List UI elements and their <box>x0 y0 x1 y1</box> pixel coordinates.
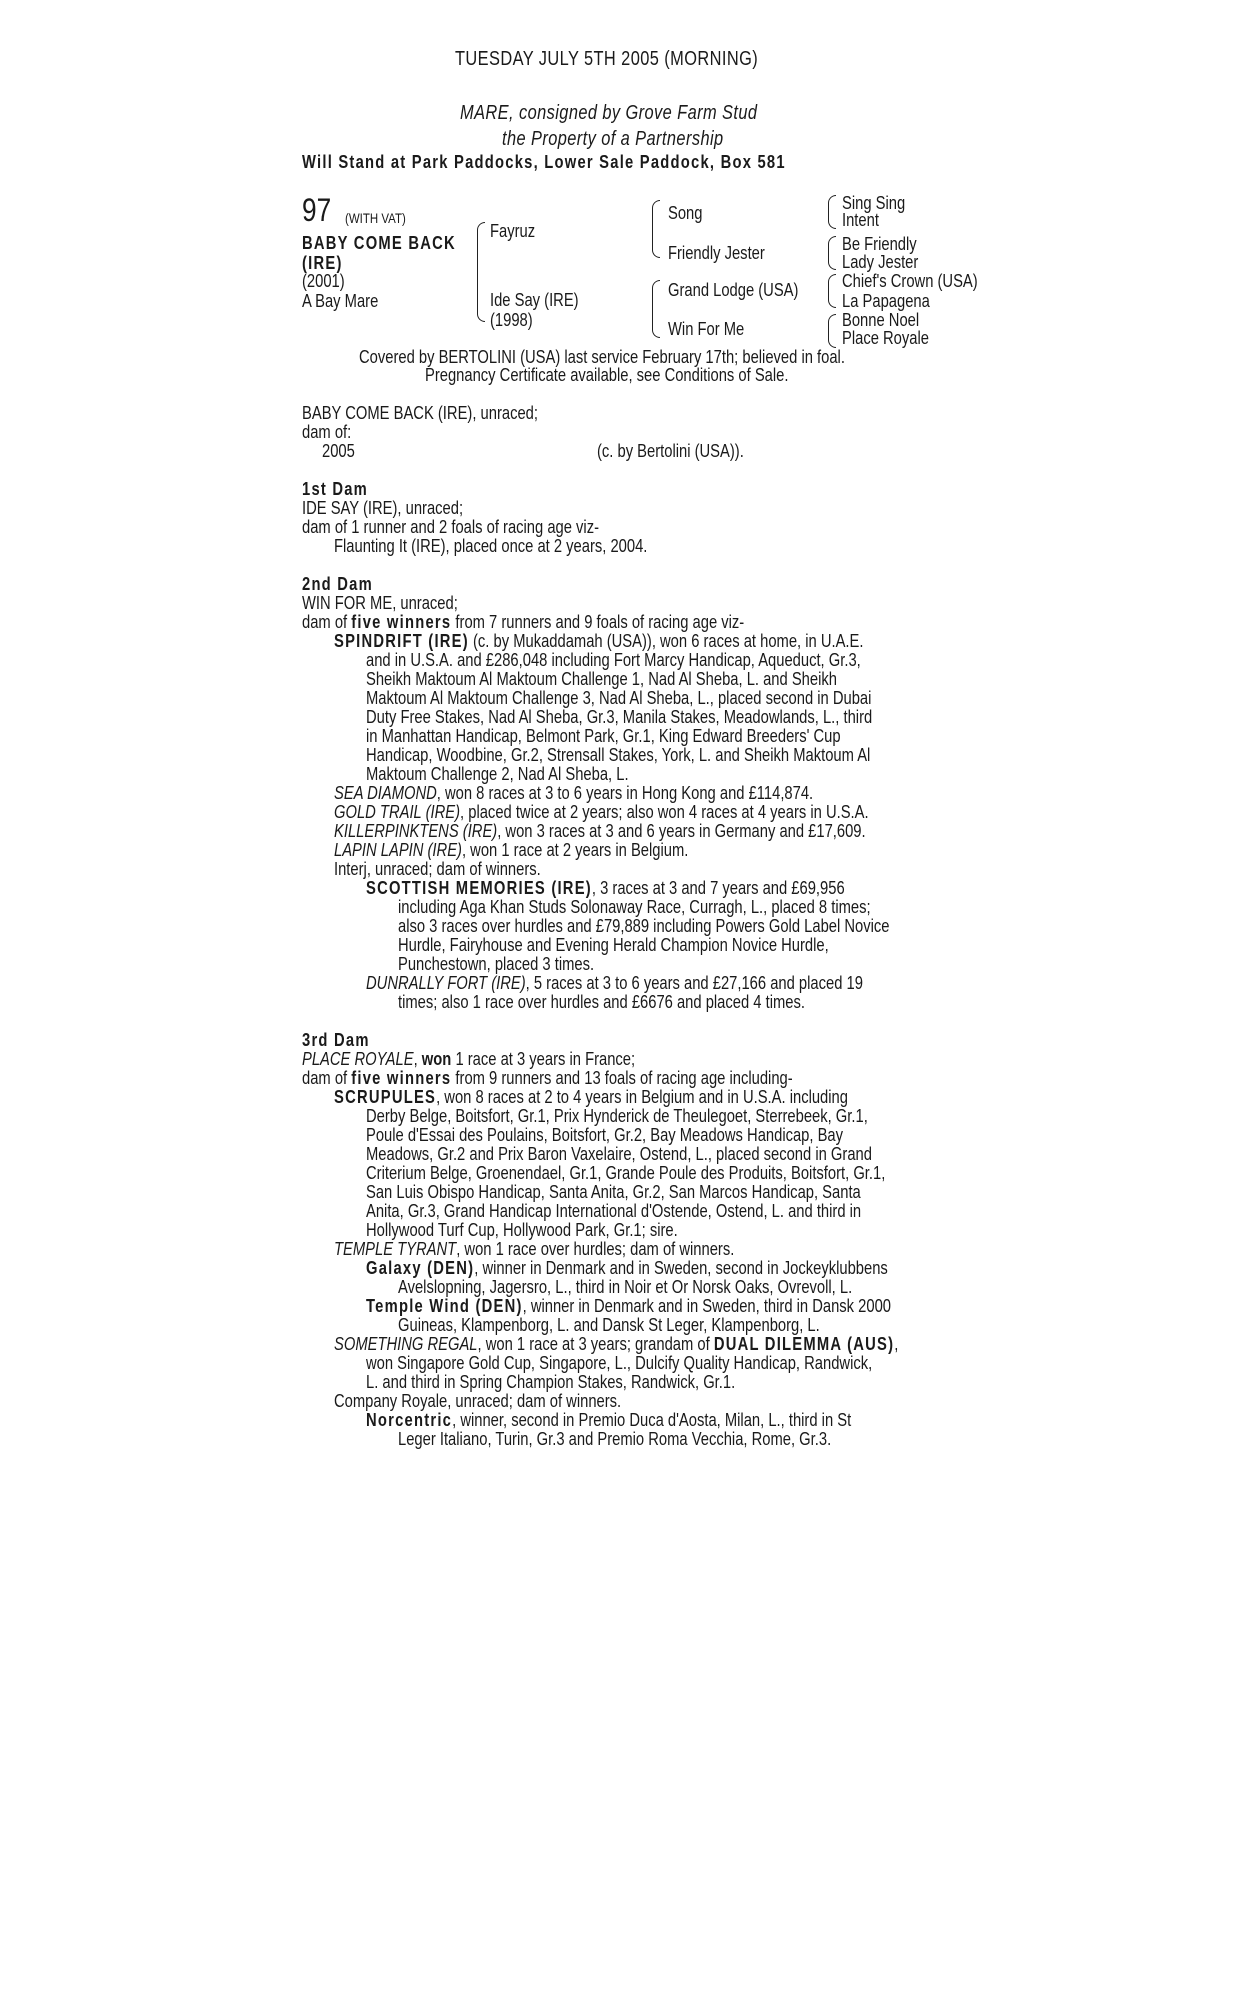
scrupules-line-0: , won 8 races at 2 to 4 years in Belgium and in U.S.A. including <box>436 1087 848 1107</box>
killerpinktens-text: , won 3 races at 3 and 6 years in Germany and £17,609. <box>497 821 866 841</box>
sale-date: TUESDAY JULY 5TH 2005 (MORNING) <box>455 48 759 70</box>
scrupules-line-7: Hollywood Turf Cup, Hollywood Park, Gr.1; sire. <box>366 1220 678 1240</box>
pedigree-grandsire-1: Song <box>668 203 703 223</box>
company-royale-line: Company Royale, unraced; dam of winners. <box>334 1391 622 1411</box>
scottish-line-1: including Aga Khan Studs Solonaway Race, Curragh, L., placed 8 times; <box>398 897 871 917</box>
dam2-winners: five winners <box>351 612 452 632</box>
pedigree-g1: Sing Sing <box>842 193 906 213</box>
spindrift-line-7: Maktoum Challenge 2, Nad Al Sheba, L. <box>366 764 629 784</box>
dunrally-line-1: times; also 1 race over hurdles and £6676 and placed 4 times. <box>398 992 805 1012</box>
scottish-line-2: also 3 races over hurdles and £79,889 including Powers Gold Label Novice <box>398 916 890 936</box>
produce-year: 2005 <box>322 441 355 461</box>
dam3-line-2c: from 9 runners and 13 foals of racing age including- <box>455 1068 793 1088</box>
brace-g1 <box>828 195 836 229</box>
something-regal-text: , won 1 race at 3 years; grandam of <box>477 1334 710 1354</box>
dam3-winners: five winners <box>351 1068 452 1088</box>
dam2-line-2a: dam of <box>302 612 348 632</box>
horse-year: (2001) <box>302 271 345 291</box>
dual-dilemma-comma: , <box>894 1334 899 1354</box>
dam2-line-2 <box>302 613 744 632</box>
scottish-line-4: Punchestown, placed 3 times. <box>398 954 595 974</box>
lapin-lapin-name: LAPIN LAPIN (IRE) <box>334 840 462 860</box>
dunrally-first-line <box>366 974 863 993</box>
place-royale-text: 1 race at 3 years in France; <box>455 1049 636 1069</box>
killerpinktens-name: KILLERPINKTENS (IRE) <box>334 821 498 841</box>
galaxy-line-1: Avelslopning, Jagersro, L., third in Noir et Or Norsk Oaks, Ovrevoll, L. <box>398 1277 853 1297</box>
spindrift-first-line <box>334 632 863 651</box>
sea-diamond-name: SEA DIAMOND <box>334 783 437 803</box>
dam2-line-1: WIN FOR ME, unraced; <box>302 593 458 613</box>
brace-g2 <box>828 236 836 270</box>
temple-tyrant-line <box>334 1240 734 1259</box>
scrupules-line-2: Poule d'Essai des Poulains, Boitsfort, Gr.2, Bay Meadows Handicap, Bay <box>366 1125 844 1145</box>
dual-dilemma-name: DUAL DILEMMA (AUS) <box>713 1334 895 1354</box>
pedigree-g8: Place Royale <box>842 328 929 348</box>
temple-wind-first-line <box>366 1297 891 1316</box>
pedigree-sire: Fayruz <box>490 221 536 241</box>
spindrift-line-5: in Manhattan Handicap, Belmont Park, Gr.1, King Edward Breeders' Cup <box>366 726 841 746</box>
pedigree-dam: Ide Say (IRE) <box>490 290 579 310</box>
something-regal-name: SOMETHING REGAL <box>334 1334 478 1354</box>
dam2-line-2c: from 7 runners and 9 foals of racing age viz- <box>455 612 745 632</box>
dunrally-name: DUNRALLY FORT (IRE) <box>366 973 526 993</box>
gold-trail-line <box>334 803 869 822</box>
place-royale-name: PLACE ROYALE <box>302 1049 414 1069</box>
dam3-heading: 3rd Dam <box>302 1030 370 1050</box>
vat-note: (WITH VAT) <box>345 210 406 226</box>
brace-g4 <box>828 314 836 348</box>
sea-diamond-text: , won 8 races at 3 to 6 years in Hong Kong and £114,874. <box>436 783 814 803</box>
scrupules-name: SCRUPULES <box>334 1087 437 1107</box>
temple-wind-line-0: , winner in Denmark and in Sweden, third in Dansk 2000 <box>522 1296 892 1316</box>
produce-line-1: BABY COME BACK (IRE), unraced; <box>302 403 538 423</box>
norcentric-name: Norcentric <box>366 1410 453 1430</box>
norcentric-line-0: , winner, second in Premio Duca d'Aosta, Milan, L., third in St <box>452 1410 852 1430</box>
killerpinktens-line <box>334 822 866 841</box>
scrupules-line-1: Derby Belge, Boitsfort, Gr.1, Prix Hynderick de Theulegoet, Sterrebeek, Gr.1, <box>366 1106 868 1126</box>
lapin-lapin-line <box>334 841 688 860</box>
pedigree-granddam-2: Win For Me <box>668 319 745 339</box>
lapin-lapin-text: , won 1 race at 2 years in Belgium. <box>461 840 689 860</box>
dam1-heading: 1st Dam <box>302 479 369 499</box>
scottish-line-3: Hurdle, Fairyhouse and Evening Herald Champion Novice Hurdle, <box>398 935 829 955</box>
something-regal-line-1: won Singapore Gold Cup, Singapore, L., Dulcify Quality Handicap, Randwick, <box>366 1353 873 1373</box>
spindrift-name: SPINDRIFT (IRE) <box>334 631 469 651</box>
pedigree-g6: La Papagena <box>842 291 930 311</box>
dam1-line-3: Flaunting It (IRE), placed once at 2 years, 2004. <box>334 536 648 556</box>
sire-parents-brace <box>652 200 660 258</box>
interj-line: Interj, unraced; dam of winners. <box>334 859 541 879</box>
spindrift-line-3: Maktoum Al Maktoum Challenge 3, Nad Al Sheba, L., placed second in Dubai <box>366 688 872 708</box>
something-regal-line-2: L. and third in Spring Champion Stakes, Randwick, Gr.1. <box>366 1372 736 1392</box>
gold-trail-text: , placed twice at 2 years; also won 4 races at 4 years in U.S.A. <box>460 802 869 822</box>
scrupules-line-3: Meadows, Gr.2 and Prix Baron Vaxelaire, Ostend, L., placed second in Grand <box>366 1144 872 1164</box>
gold-trail-name: GOLD TRAIL (IRE) <box>334 802 461 822</box>
spindrift-line-2: Sheikh Maktoum Al Maktoum Challenge 1, Nad Al Sheba, L. and Sheikh <box>366 669 837 689</box>
dam3-line-2 <box>302 1069 793 1088</box>
spindrift-line-4: Duty Free Stakes, Nad Al Sheba, Gr.3, Manila Stakes, Meadowlands, L., third <box>366 707 873 727</box>
dam1-line-1: IDE SAY (IRE), unraced; <box>302 498 464 518</box>
norcentric-line-1: Leger Italiano, Turin, Gr.3 and Premio Roma Vecchia, Rome, Gr.3. <box>398 1429 832 1449</box>
pedigree-g3: Be Friendly <box>842 234 917 254</box>
scottish-name: SCOTTISH MEMORIES (IRE) <box>366 878 592 898</box>
temple-wind-name: Temple Wind (DEN) <box>366 1296 523 1316</box>
pedigree-g7: Bonne Noel <box>842 310 920 330</box>
lot-number: 97 <box>302 192 332 228</box>
galaxy-name: Galaxy (DEN) <box>366 1258 475 1278</box>
stand-line: Will Stand at Park Paddocks, Lower Sale Paddock, Box 581 <box>302 152 786 172</box>
pedigree-dam-year: (1998) <box>490 310 533 330</box>
pedigree-grandsire-2: Grand Lodge (USA) <box>668 280 799 300</box>
pedigree-g5: Chief's Crown (USA) <box>842 271 978 291</box>
dunrally-line-0: , 5 races at 3 to 6 years and £27,166 and placed 19 <box>525 973 863 993</box>
scrupules-first-line <box>334 1088 848 1107</box>
property-line: the Property of a Partnership <box>502 128 724 150</box>
temple-tyrant-text: , won 1 race over hurdles; dam of winners. <box>456 1239 735 1259</box>
place-royale-won: won <box>421 1049 452 1069</box>
scrupules-line-5: San Luis Obispo Handicap, Santa Anita, Gr.2, San Marcos Handicap, Santa <box>366 1182 861 1202</box>
dam2-heading: 2nd Dam <box>302 574 373 594</box>
dam-parents-brace <box>652 280 660 338</box>
spindrift-line-0: (c. by Mukaddamah (USA)), won 6 races at home, in U.A.E. <box>473 631 864 651</box>
sire-dam-brace <box>477 222 485 322</box>
pedigree-g4: Lady Jester <box>842 252 919 272</box>
spindrift-line-1: and in U.S.A. and £286,048 including Fort Marcy Handicap, Aqueduct, Gr.3, <box>366 650 861 670</box>
something-regal-first-line <box>334 1335 898 1354</box>
scottish-line-0: , 3 races at 3 and 7 years and £69,956 <box>591 878 845 898</box>
spindrift-line-6: Handicap, Woodbine, Gr.2, Strensall Stakes, York, L. and Sheikh Maktoum Al <box>366 745 871 765</box>
sea-diamond-line <box>334 784 813 803</box>
consignor-line: MARE, consigned by Grove Farm Stud <box>460 102 758 124</box>
horse-description: A Bay Mare <box>302 291 379 311</box>
covered-line: Covered by BERTOLINI (USA) last service February 17th; believed in foal. <box>359 347 845 367</box>
pregnancy-line: Pregnancy Certificate available, see Conditions of Sale. <box>425 365 789 385</box>
produce-foal: (c. by Bertolini (USA)). <box>597 441 744 461</box>
horse-name: BABY COME BACK <box>302 233 456 253</box>
scrupules-line-6: Anita, Gr.3, Grand Handicap International d'Ostende, Ostend, L. and third in <box>366 1201 862 1221</box>
galaxy-line-0: , winner in Denmark and in Sweden, second in Jockeyklubbens <box>474 1258 888 1278</box>
dam1-line-2: dam of 1 runner and 2 foals of racing age viz- <box>302 517 600 537</box>
dam3-line-2a: dam of <box>302 1068 348 1088</box>
scrupules-line-4: Criterium Belge, Groenendael, Gr.1, Grande Poule des Produits, Boitsfort, Gr.1, <box>366 1163 886 1183</box>
temple-tyrant-name: TEMPLE TYRANT <box>334 1239 457 1259</box>
temple-wind-line-1: Guineas, Klampenborg, L. and Dansk St Leger, Klampenborg, L. <box>398 1315 820 1335</box>
produce-line-2: dam of: <box>302 422 352 442</box>
scottish-first-line <box>366 879 845 898</box>
galaxy-first-line <box>366 1259 888 1278</box>
pedigree-granddam-1: Friendly Jester <box>668 243 765 263</box>
pedigree-g2: Intent <box>842 210 879 230</box>
place-royale-comma: , <box>413 1049 418 1069</box>
place-royale-line <box>302 1050 635 1069</box>
norcentric-first-line <box>366 1411 851 1430</box>
brace-g3 <box>828 274 836 308</box>
horse-country: (IRE) <box>302 253 343 273</box>
